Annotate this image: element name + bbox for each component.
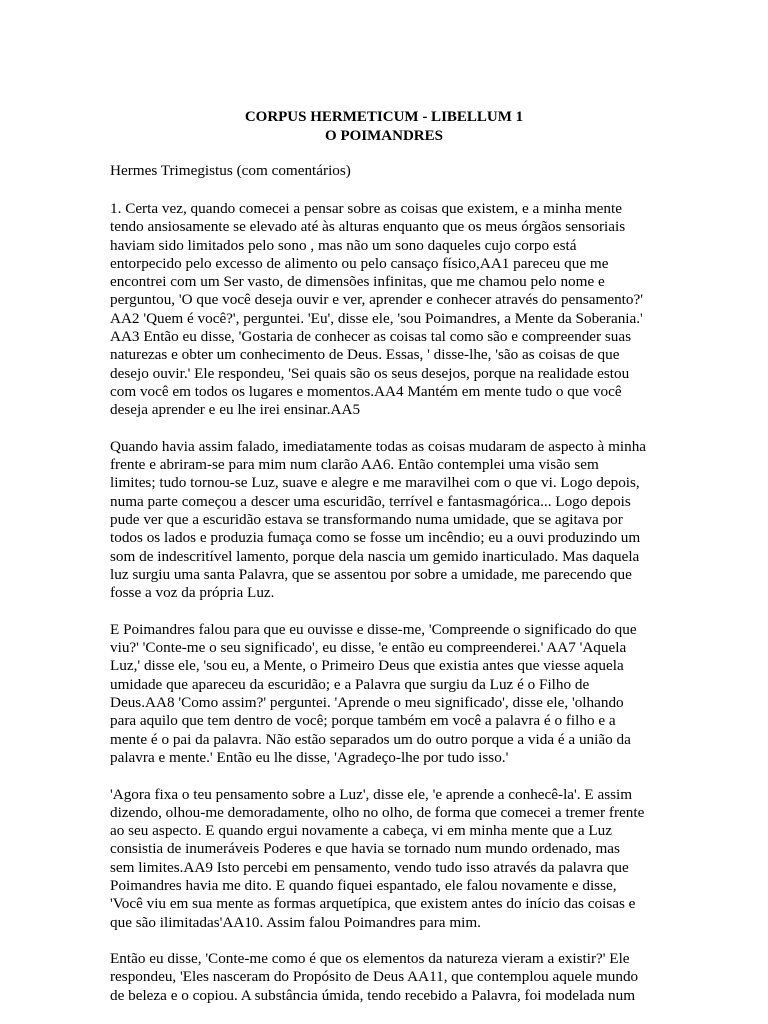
document-subtitle: Hermes Trimegistus (com comentários): [110, 162, 351, 179]
text-line: umidade que apareceu da escuridão; e a Palavra que surgiu da Luz é o Filho de: [110, 675, 590, 693]
text-line: todos os lados e produzia fumaça como se fosse um incêndio; eu a ouvi produzindo um: [110, 529, 641, 547]
text-line: limites; tudo tornou-se Luz, suave e alegre e me maravilhei com o que vi. Logo depois,: [110, 474, 640, 492]
text-line: som de indescritível lamento, porque dela nascia um gemido inarticulado. Mas daquela: [110, 547, 640, 565]
title-line-1: CORPUS HERMETICUM - LIBELLUM 1: [244, 109, 524, 125]
text-line: naturezas e obter um conhecimento de Deus. Essas, ' disse-lhe, 'são as coisas de que: [110, 346, 620, 364]
text-line: respondeu, 'Eles nasceram do Propósito de Deus AA11, que contemplou aquele mundo: [110, 968, 639, 986]
text-line: deseja aprender e eu lhe irei ensinar.AA5: [110, 401, 361, 419]
text-line: fosse a voz da própria Luz.: [110, 584, 275, 602]
text-line: para aquilo que tem dentro de você; porque também em você a palavra é o filho e a: [110, 712, 616, 730]
text-line: Luz,' disse ele, 'sou eu, a Mente, o Primeiro Deus que existia antes que viesse aquela: [110, 657, 624, 675]
text-line: numa parte começou a descer uma escuridão, terrível e fantasmagórica... Logo depois: [110, 492, 631, 510]
text-line: 1. Certa vez, quando comecei a pensar sobre as coisas que existem, e a minha mente: [110, 200, 622, 217]
text-line: Então eu disse, 'Conte-me como é que os elementos da natureza vieram a existir?' Ele: [110, 950, 630, 968]
text-line: 'Agora fixa o teu pensamento sobre a Luz', disse ele, 'e aprende a conhecê-la'. E assim: [110, 785, 633, 803]
document-title: [0, 108, 768, 146]
paragraph: [110, 621, 670, 767]
text-line: encontrei com um Ser vasto, de dimensões infinitas, que me chamou pelo nome e: [110, 273, 605, 291]
text-line: com você em todos os lugares e momentos.AA4 Mantém em mente tudo o que você: [110, 382, 622, 400]
text-line: viu?' 'Conte-me o seu significado', eu disse, 'e então eu compreenderei.' AA7 'Aquela: [110, 639, 627, 657]
text-line: consistia de inumeráveis Poderes e que havia se tornado num mundo ordenado, mas: [110, 840, 620, 858]
text-line: Quando havia assim falado, imediatamente todas as coisas mudaram de aspecto à minha: [110, 437, 647, 455]
text-line: palavra e mente.' Então eu lhe disse, 'Agradeço-lhe por tudo isso.': [110, 748, 509, 766]
paragraph: [110, 200, 670, 420]
text-line: que são ilimitadas'AA10. Assim falou Poimandres para mim.: [110, 913, 481, 931]
text-line: de beleza e o copiou. A substância úmida, tendo recebido a Palavra, foi modelada num: [110, 986, 636, 1004]
text-line: sem limites.AA9 Isto percebi em pensamento, vendo tudo isso através da palavra que: [110, 858, 629, 876]
text-line: Poimandres havia me dito. E quando fiquei espantado, ele falou novamente e disse,: [110, 876, 617, 894]
text-line: dizendo, olhou-me demoradamente, olho no olho, de forma que comecei a tremer frente: [110, 803, 645, 821]
text-line: perguntou, 'O que você deseja ouvir e ver, aprender e conhecer através do pensamento?': [110, 291, 643, 309]
text-line: AA2 'Quem é você?', perguntei. 'Eu', disse ele, 'sou Poimandres, a Mente da Soberania.': [110, 309, 643, 327]
text-line: Deus.AA8 'Como assim?' perguntei. 'Aprende o meu significado', disse ele, 'olhando: [110, 694, 624, 712]
text-line: AA3 Então eu disse, 'Gostaria de conhecer as coisas tal como são e compreender suas: [110, 328, 632, 346]
text-line: mente é o pai da palavra. Não estão separados um do outro porque a vida é a união da: [110, 730, 631, 748]
paragraph: [110, 950, 670, 1005]
text-line: pude ver que a escuridão estava se transformando numa umidade, que se agitava por: [110, 511, 623, 529]
title-line-2: O POIMANDRES: [325, 128, 443, 144]
text-line: E Poimandres falou para que eu ouvisse e disse-me, 'Compreende o significado do que: [110, 620, 637, 638]
text-line: entorpecido pelo excesso de alimento ou pelo cansaço físico,AA1 pareceu que me: [110, 254, 609, 272]
text-line: tendo ansiosamente se elevado até às alturas enquanto que os meus órgãos sensoriais: [110, 218, 626, 236]
document-body: [110, 200, 670, 1023]
text-line: luz surgiu uma santa Palavra, que se assentou por sobre a umidade, me parecendo que: [110, 565, 632, 583]
text-line: frente e abriram-se para mim num clarão AA6. Então contemplei uma visão sem: [110, 456, 599, 474]
paragraph: [110, 438, 670, 603]
text-line: haviam sido limitados pelo sono , mas não um sono daqueles cujo corpo está: [110, 236, 577, 254]
text-line: 'Você viu em sua mente as formas arquetípica, que existem antes do início das coisas e: [110, 895, 636, 913]
text-line: desejo ouvir.' Ele respondeu, 'Sei quais são os seus desejos, porque na realidade estou: [110, 364, 630, 382]
text-line: ao seu aspecto. E quando ergui novamente a cabeça, vi em minha mente que a Luz: [110, 822, 612, 840]
paragraph: [110, 786, 670, 932]
